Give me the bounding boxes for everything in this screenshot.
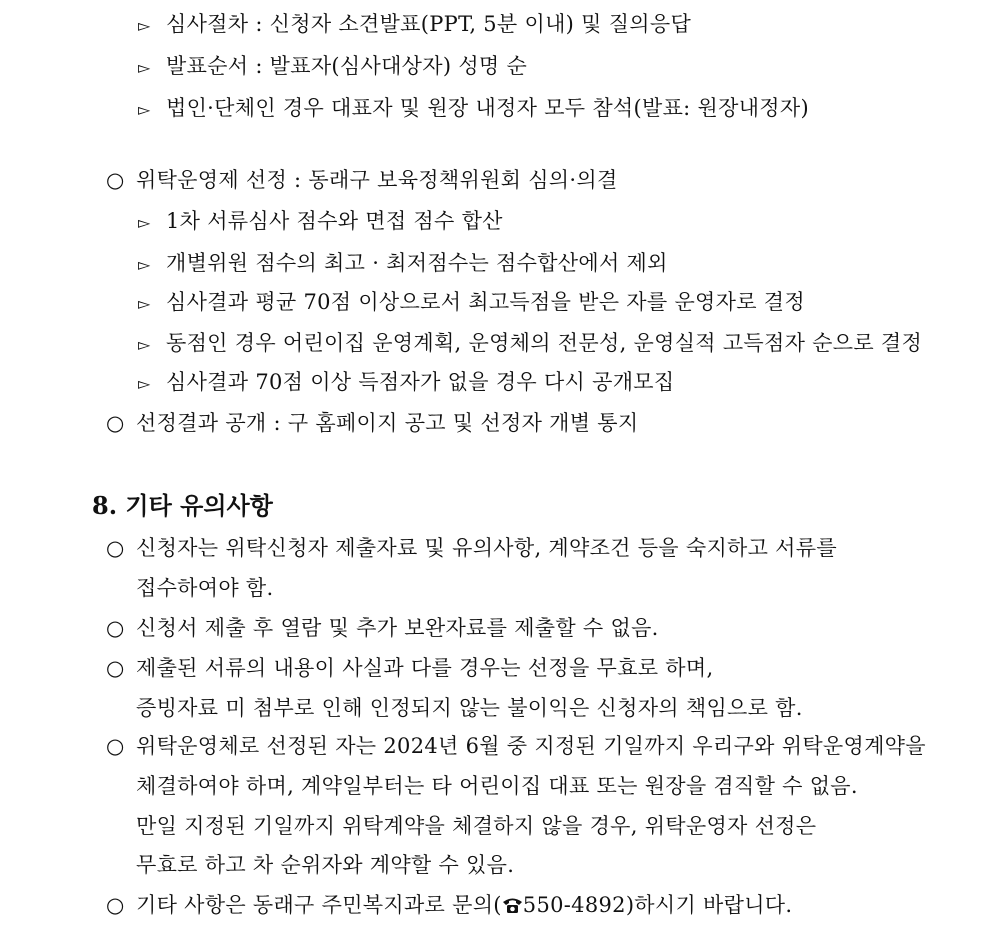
circle-bullet: ○ bbox=[106, 893, 125, 917]
item-text: 선정결과 공개 : 구 홈페이지 공고 및 선정자 개별 통지 bbox=[136, 411, 639, 435]
selection-title bbox=[106, 166, 618, 194]
list-item bbox=[138, 94, 809, 124]
list-item bbox=[138, 329, 922, 359]
circle-bullet: ○ bbox=[106, 616, 125, 640]
item-text: )하시기 바랍니다. bbox=[625, 893, 793, 917]
list-item bbox=[138, 52, 527, 82]
triangle-bullet: ▻ bbox=[138, 255, 151, 274]
triangle-bullet: ▻ bbox=[138, 58, 151, 77]
notice-continuation: 접수하여야 함. bbox=[136, 576, 274, 600]
notice-item bbox=[106, 654, 713, 682]
item-text: 제출된 서류의 내용이 사실과 다를 경우는 선정을 무효로 하며, bbox=[136, 656, 714, 680]
circle-bullet: ○ bbox=[106, 734, 125, 758]
item-text: 개별위원 점수의 최고 · 최저점수는 점수합산에서 제외 bbox=[166, 251, 668, 275]
item-text: 법인·단체인 경우 대표자 및 원장 내정자 모두 참석(발표: 원장내정자) bbox=[166, 96, 809, 120]
list-item bbox=[138, 368, 674, 398]
circle-bullet: ○ bbox=[106, 656, 125, 680]
triangle-bullet: ▻ bbox=[138, 294, 151, 313]
notice-item bbox=[106, 732, 926, 760]
item-text: 위탁운영체로 선정된 자는 2024년 6월 중 지정된 기일까지 우리구와 위탁운영계약을 bbox=[136, 734, 926, 758]
notice-continuation: 체결하여야 하며, 계약일부터는 타 어린이집 대표 또는 원장을 겸직할 수 없음. bbox=[136, 774, 858, 798]
notice-continuation: 무효로 하고 차 순위자와 계약할 수 있음. bbox=[136, 853, 515, 877]
notice-continuation: 증빙자료 미 첨부로 인해 인정되지 않는 불이익은 신청자의 책임으로 함. bbox=[136, 696, 803, 720]
circle-bullet: ○ bbox=[106, 168, 125, 192]
list-item bbox=[138, 249, 668, 279]
item-text: 기타 사항은 동래구 주민복지과로 문의( bbox=[136, 893, 502, 917]
section-heading: 8. 기타 유의사항 bbox=[92, 491, 273, 520]
item-text: 심사결과 70점 이상 득점자가 없을 경우 다시 공개모집 bbox=[166, 370, 675, 394]
item-text: 신청서 제출 후 열람 및 추가 보완자료를 제출할 수 없음. bbox=[136, 616, 659, 640]
telephone-icon bbox=[502, 896, 523, 914]
selection-result bbox=[106, 409, 638, 437]
list-item bbox=[138, 288, 805, 318]
triangle-bullet: ▻ bbox=[138, 213, 151, 232]
triangle-bullet: ▻ bbox=[138, 16, 151, 35]
item-text: 심사절차 : 신청자 소견발표(PPT, 5분 이내) 및 질의응답 bbox=[166, 12, 692, 36]
item-text: 동점인 경우 어린이집 운영계획, 운영체의 전문성, 운영실적 고득점자 순으로 결정 bbox=[166, 331, 923, 355]
item-text: 위탁운영제 선정 : 동래구 보육정책위원회 심의·의결 bbox=[136, 168, 618, 192]
notice-item bbox=[106, 534, 837, 562]
triangle-bullet: ▻ bbox=[138, 335, 151, 354]
list-item bbox=[138, 10, 691, 40]
item-text: 심사결과 평균 70점 이상으로서 최고득점을 받은 자를 운영자로 결정 bbox=[166, 290, 805, 314]
item-text: 발표순서 : 발표자(심사대상자) 성명 순 bbox=[166, 54, 528, 78]
notice-item bbox=[106, 614, 659, 642]
circle-bullet: ○ bbox=[106, 411, 125, 435]
list-item bbox=[138, 207, 503, 237]
item-text: 1차 서류심사 점수와 면접 점수 합산 bbox=[166, 209, 503, 233]
triangle-bullet: ▻ bbox=[138, 100, 151, 119]
item-text: 신청자는 위탁신청자 제출자료 및 유의사항, 계약조건 등을 숙지하고 서류를 bbox=[136, 536, 837, 560]
notice-item bbox=[106, 891, 792, 919]
circle-bullet: ○ bbox=[106, 536, 125, 560]
phone-number: 550-4892 bbox=[522, 893, 626, 917]
triangle-bullet: ▻ bbox=[138, 374, 151, 393]
notice-continuation: 만일 지정된 기일까지 위탁계약을 체결하지 않을 경우, 위탁운영자 선정은 bbox=[136, 814, 817, 838]
